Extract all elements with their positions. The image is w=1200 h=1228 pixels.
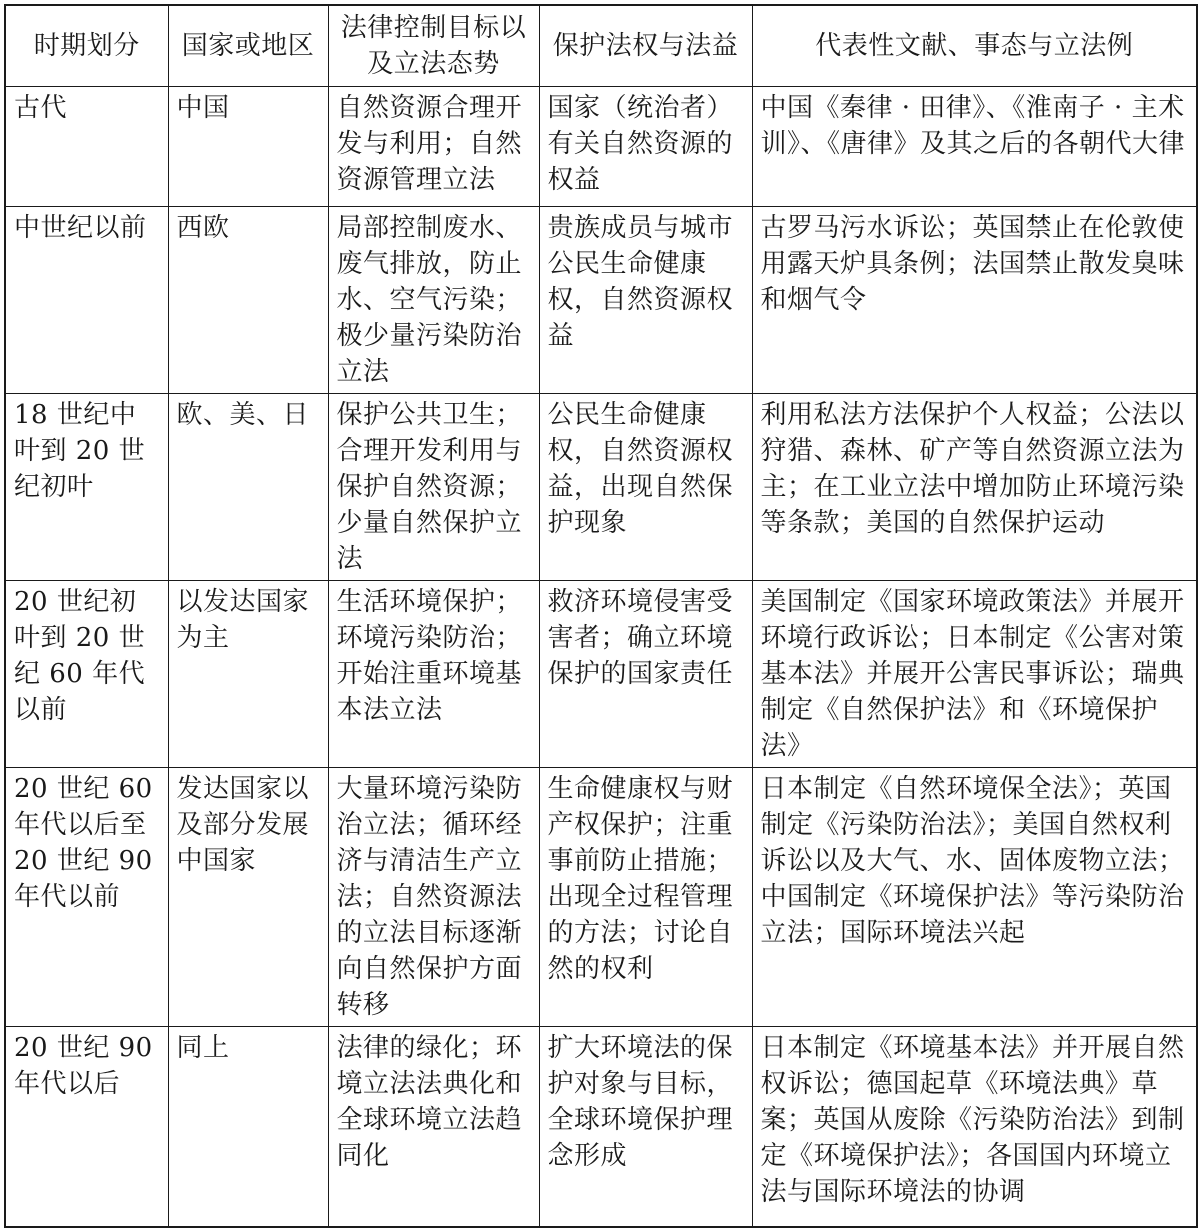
cell-goal: 保护公共卫生；合理开发利用与保护自然资源；少量自然保护立法: [328, 394, 539, 581]
header-protected-rights: 保护法权与法益: [539, 5, 752, 87]
cell-period: 20 世纪初叶到 20 世纪 60 年代以前: [5, 581, 168, 768]
cell-rights: 公民生命健康权，自然资源权益，出现自然保护现象: [539, 394, 752, 581]
cell-rights: 扩大环境法的保护对象与目标，全球环境保护理念形成: [539, 1027, 752, 1227]
cell-examples: 古罗马污水诉讼；英国禁止在伦敦使用露天炉具条例；法国禁止散发臭味和烟气令: [752, 207, 1197, 394]
cell-goal: 自然资源合理开发与利用；自然资源管理立法: [328, 87, 539, 207]
cell-period: 中世纪以前: [5, 207, 168, 394]
cell-region: 发达国家以及部分发展中国家: [168, 768, 328, 1027]
cell-rights: 国家（统治者）有关自然资源的权益: [539, 87, 752, 207]
cell-examples: 美国制定《国家环境政策法》并展开环境行政诉讼；日本制定《公害对策基本法》并展开公害民事诉讼；瑞典制定《自然保护法》和《环境保护法》: [752, 581, 1197, 768]
cell-goal: 法律的绿化；环境立法法典化和全球环境立法趋同化: [328, 1027, 539, 1227]
cell-goal: 局部控制废水、废气排放，防止水、空气污染；极少量污染防治立法: [328, 207, 539, 394]
cell-goal: 生活环境保护；环境污染防治；开始注重环境基本法立法: [328, 581, 539, 768]
table-row: [5, 87, 1197, 207]
header-representative-examples: 代表性文献、事态与立法例: [752, 5, 1197, 87]
cell-rights: 救济环境侵害受害者；确立环境保护的国家责任: [539, 581, 752, 768]
table-row: [5, 768, 1197, 1027]
cell-period: 20 世纪 90 年代以后: [5, 1027, 168, 1227]
cell-region: 西欧: [168, 207, 328, 394]
cell-period: 古代: [5, 87, 168, 207]
cell-region: 欧、美、日: [168, 394, 328, 581]
table-body: [5, 87, 1197, 1227]
table-row: [5, 1027, 1197, 1227]
table-row: [5, 207, 1197, 394]
cell-rights: 生命健康权与财产权保护；注重事前防止措施；出现全过程管理的方法；讨论自然的权利: [539, 768, 752, 1027]
cell-period: 18 世纪中叶到 20 世纪初叶: [5, 394, 168, 581]
header-legal-goal: 法律控制目标以及立法态势: [328, 5, 539, 87]
cell-region: 以发达国家为主: [168, 581, 328, 768]
header-region: 国家或地区: [168, 5, 328, 87]
cell-region: 同上: [168, 1027, 328, 1227]
environmental-law-history-table: [4, 4, 1198, 1228]
cell-rights: 贵族成员与城市公民生命健康权，自然资源权益: [539, 207, 752, 394]
environmental-law-history-table-container: [4, 4, 1196, 1207]
cell-examples: 日本制定《环境基本法》并开展自然权诉讼；德国起草《环境法典》草案；英国从废除《污染防治法》到制定《环境保护法》；各国国内环境立法与国际环境法的协调: [752, 1027, 1197, 1227]
cell-examples: 利用私法方法保护个人权益；公法以狩猎、森林、矿产等自然资源立法为主；在工业立法中增加防止环境污染等条款；美国的自然保护运动: [752, 394, 1197, 581]
table-header: [5, 5, 1197, 87]
table-row: [5, 581, 1197, 768]
cell-period: 20 世纪 60 年代以后至 20 世纪 90 年代以前: [5, 768, 168, 1027]
cell-examples: 日本制定《自然环境保全法》；英国制定《污染防治法》；美国自然权利诉讼以及大气、水、固体废物立法；中国制定《环境保护法》等污染防治立法；国际环境法兴起: [752, 768, 1197, 1027]
cell-goal: 大量环境污染防治立法；循环经济与清洁生产立法；自然资源法的立法目标逐渐向自然保护方面转移: [328, 768, 539, 1027]
table-row: [5, 394, 1197, 581]
cell-region: 中国: [168, 87, 328, 207]
header-row: [5, 5, 1197, 87]
cell-examples: 中国《秦律 · 田律》、《淮南子 · 主术训》、《唐律》及其之后的各朝代大律: [752, 87, 1197, 207]
header-period: 时期划分: [5, 5, 168, 87]
